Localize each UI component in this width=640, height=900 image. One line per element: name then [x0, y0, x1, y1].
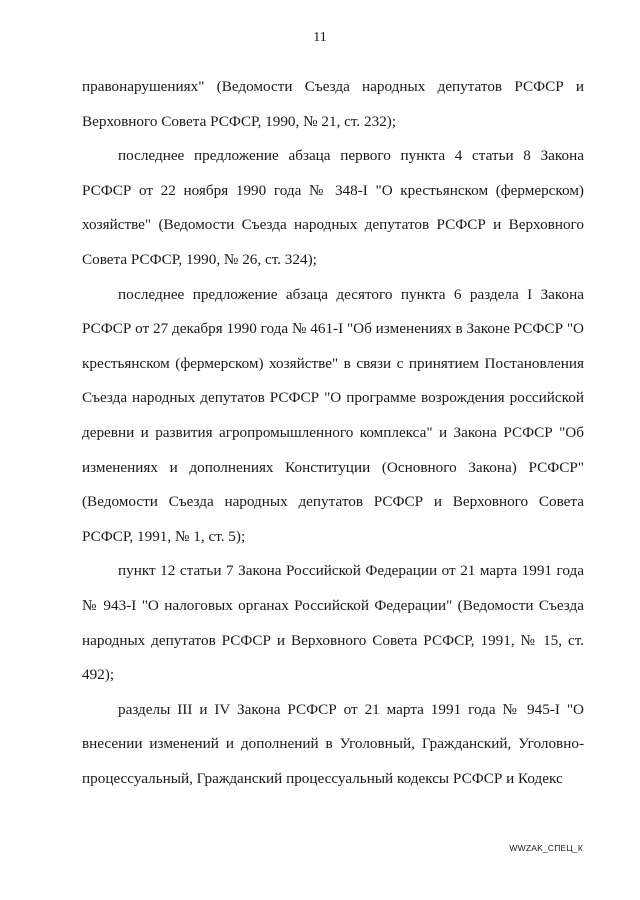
page-number: 11 — [313, 30, 327, 45]
paragraph-law-945: разделы III и IV Закона РСФСР от 21 марта 1991 года № 945-I "О внесении изменений и дополнений в Уголовный, Гражданский, Уголовно-процессуальный, Гражданский процессуальный кодексы РСФСР и Кодекс — [82, 700, 584, 787]
paragraph-law-461: последнее предложение абзаца десятого пункта 6 раздела I Закона РСФСР от 27 декабря 1990 года № 461-I "Об изменениях в Законе РСФСР "О крестьянском (фермерском) хозяйстве" в связи с принятием Постановления Съезда народных депутатов РСФСР "О программе возрождения российской деревни и развития агропромышленного комплекса" и Закона РСФСР "Об изменениях и дополнениях Конституции (Основного Закона) РСФСР" (Ведомости Съезда народных депутатов РСФСР и Верховного Совета РСФСР, 1991, № 1, ст. 5); — [82, 285, 584, 545]
paragraph-law-348: последнее предложение абзаца первого пункта 4 статьи 8 Закона РСФСР от 22 ноября 1990 года № 348-I "О крестьянском (фермерском) хозяйстве" (Ведомости Съезда народных депутатов РСФСР и Верховного Совета РСФСР, 1990, № 26, ст. 324); — [82, 147, 584, 268]
paragraph-law-943: пункт 12 статьи 7 Закона Российской Федерации от 21 марта 1991 года № 943-I "О налоговых органах Российской Федерации" (Ведомости Съезда народных депутатов РСФСР и Верховного Совета РСФСР, 1991, № 15, ст. 492); — [82, 562, 584, 684]
document-body — [82, 70, 584, 796]
footer-document-code: WWZAK_СПЕЦ_К — [509, 843, 583, 853]
paragraph-continuation: правонарушениях" (Ведомости Съезда народных депутатов РСФСР и Верховного Совета РСФСР, 1990, № 21, ст. 232); — [82, 78, 584, 130]
